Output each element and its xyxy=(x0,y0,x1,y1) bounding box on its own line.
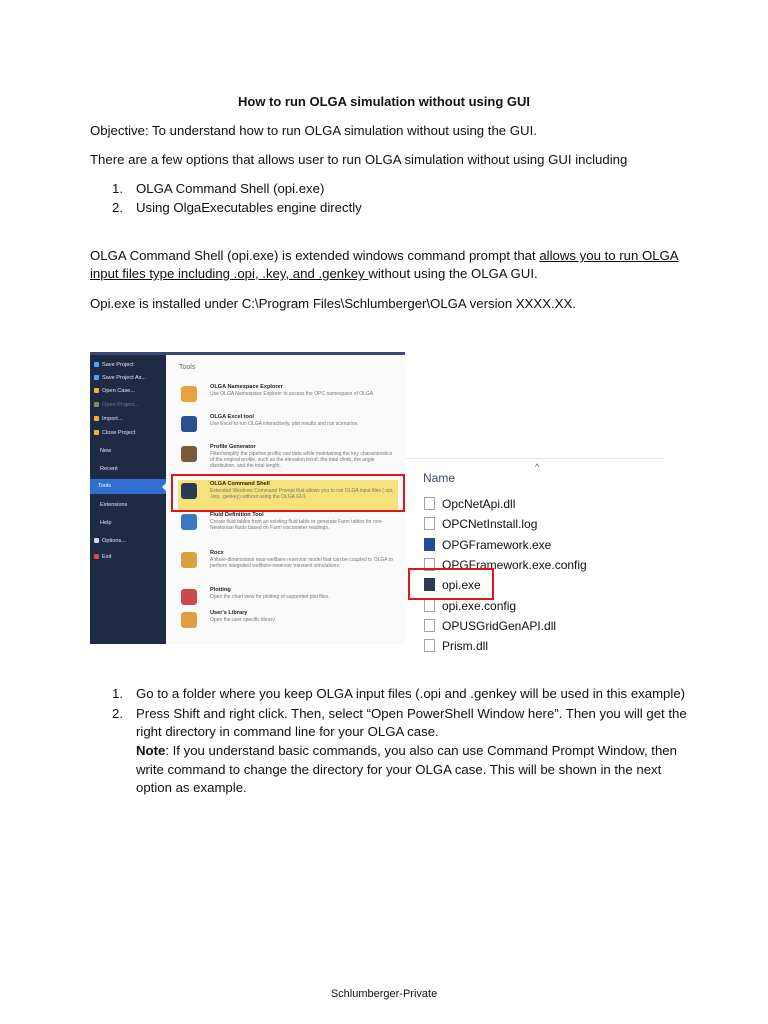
file-name: Prism.dll xyxy=(442,639,489,654)
file-name: OPGFramework.exe xyxy=(442,537,552,552)
intro-text: There are a few options that allows user to run OLGA simulation without using GUI including xyxy=(90,152,628,167)
backstage-sidebar xyxy=(90,352,166,644)
sidebar-item[interactable] xyxy=(94,416,123,422)
shell-paragraph-text: OLGA Command Shell (opi.exe) is extended windows command prompt that xyxy=(90,248,540,263)
file-name: opi.exe.config xyxy=(442,598,517,613)
tool-description: Filter/simplify the pipeline profile raw data while maintaining the key characteristics of the original profile, such as the elevation trend, the total climb, the angle distribution, and the total length. xyxy=(210,451,393,469)
command-shell-highlight-box xyxy=(171,474,405,512)
tool-description: A three-dimensional near-wellbore reservoir model that can be coupled to OLGA to perform integrated wellbore-reservoir transient simulations. xyxy=(210,557,393,569)
option-number: 2. xyxy=(112,200,123,215)
install-path-text: Opi.exe is installed under C:\Program Files\Schlumberger\OLGA version XXXX.XX. xyxy=(90,296,576,311)
sidebar-item-label: Tools xyxy=(98,483,112,489)
page-title: How to run OLGA simulation without using GUI xyxy=(238,94,530,109)
sidebar-item[interactable] xyxy=(100,448,111,454)
tool-name: OLGA Namespace Explorer xyxy=(210,384,283,390)
objective-text: Objective: To understand how to run OLGA simulation without using the GUI. xyxy=(90,123,537,138)
tool-name: Rocx xyxy=(210,550,224,556)
excel-tool-icon xyxy=(181,416,197,432)
file-list-screenshot xyxy=(406,458,664,654)
tool-name: Plotting xyxy=(210,587,231,593)
sidebar-item[interactable] xyxy=(100,502,127,508)
sidebar-item[interactable] xyxy=(90,479,166,494)
sidebar-item-label: Exit xyxy=(102,554,112,560)
note-line2: write command to change the directory for your OLGA case. This will be shown in the next xyxy=(136,762,662,777)
opi-exe-highlight-box xyxy=(408,568,494,600)
sidebar-item-label: Import... xyxy=(102,416,123,422)
tool-description: Use Excel to run OLGA interactively, plot results and run scenarios. xyxy=(210,421,359,427)
name-column-header[interactable]: Name xyxy=(423,471,456,485)
shell-paragraph-underline: allows you to run OLGA xyxy=(539,248,679,263)
sidebar-item-label: Recent xyxy=(100,466,118,472)
import-icon xyxy=(94,416,99,421)
option-text: Using OlgaExecutables engine directly xyxy=(136,200,362,215)
sidebar-item-label: Close Project xyxy=(102,430,136,436)
step-text: Press Shift and right click. Then, select “Open PowerShell Window here”. Then you will get the xyxy=(136,706,687,721)
exit-icon xyxy=(94,554,99,559)
tool-description: Create fluid tables from an existing fluid table or generate Farm tables for non-Newtonian fluids based on Farm viscometer readings. xyxy=(210,519,384,531)
sort-caret-icon[interactable]: ^ xyxy=(535,462,540,472)
tool-name: User's Library xyxy=(210,610,248,616)
step-number: 2. xyxy=(112,706,123,721)
sidebar-item[interactable] xyxy=(94,375,146,381)
log-file-icon xyxy=(424,517,435,530)
sidebar-item[interactable] xyxy=(94,388,135,394)
tool-name: OLGA Excel tool xyxy=(210,414,254,420)
save-icon xyxy=(94,362,99,367)
note-label: Note xyxy=(136,743,166,758)
sidebar-item[interactable] xyxy=(100,466,118,472)
sidebar-item-label: Extensions xyxy=(100,502,128,508)
shell-paragraph-line1 xyxy=(90,247,679,265)
step-number: 1. xyxy=(112,686,123,701)
footer-classification: Schlumberger-Private xyxy=(330,988,438,1000)
file-name: OPUSGridGenAPI.dll xyxy=(442,618,557,633)
sidebar-item-label: Open Case... xyxy=(102,388,135,394)
note-text: : If you understand basic commands, you also can use Command Prompt Window, then xyxy=(165,743,677,758)
step-text: right directory in command line for your OLGA case. xyxy=(136,724,439,739)
file-name: OpcNetApi.dll xyxy=(442,497,516,511)
library-icon xyxy=(181,612,197,628)
save-as-icon xyxy=(94,375,99,380)
folder-icon xyxy=(94,430,99,435)
tool-description: Open the user specific library. xyxy=(210,617,276,623)
option-text: OLGA Command Shell (opi.exe) xyxy=(136,181,325,196)
folder-icon xyxy=(94,402,99,407)
tool-description: Open the chart view for plotting of supported plot files. xyxy=(210,594,330,600)
header-divider xyxy=(406,458,664,459)
tool-name: Profile Generator xyxy=(210,444,256,450)
step-text: Go to a folder where you keep OLGA input files (.opi and .genkey will be used in this example) xyxy=(136,686,686,701)
file-name: opi.exe xyxy=(442,578,481,593)
sidebar-item-label: New xyxy=(100,448,112,454)
tool-name: Fluid Definition Tool xyxy=(210,512,264,518)
folder-icon xyxy=(94,388,99,393)
config-file-icon xyxy=(424,599,435,612)
sidebar-item[interactable] xyxy=(94,402,139,408)
tools-heading: Tools xyxy=(179,364,196,371)
note-line3: option as example. xyxy=(136,780,247,795)
profile-generator-icon xyxy=(181,446,197,462)
sidebar-item-label: Help xyxy=(100,520,112,526)
sidebar-item-label: Save Project xyxy=(102,362,134,368)
option-number: 1. xyxy=(112,181,123,196)
sidebar-item[interactable] xyxy=(94,554,111,560)
dll-file-icon xyxy=(424,497,435,510)
file-name: OPCNetInstall.log xyxy=(442,517,538,532)
fluid-tool-icon xyxy=(181,514,197,530)
sidebar-item[interactable] xyxy=(100,520,112,526)
tool-name: OLGA Command Shell xyxy=(210,481,270,487)
options-icon xyxy=(94,538,99,543)
sidebar-item[interactable] xyxy=(94,362,134,368)
sidebar-item-label: Options... xyxy=(102,538,126,544)
dll-file-icon xyxy=(424,619,435,632)
shell-paragraph-underline: input files type including .opi, .key, and .genkey xyxy=(90,266,369,281)
shell-paragraph-line2 xyxy=(90,265,538,283)
namespace-explorer-icon xyxy=(181,386,197,402)
sidebar-item-label: Open Project... xyxy=(102,402,140,408)
tool-description: Use OLGA Namespace Explorer to access the OPC namespace of OLGA. xyxy=(210,391,375,397)
tool-description: Extended Windows Command Prompt that allows you to run OLGA input files (.opi, .key, .genkey) without using the OLGA GUI. xyxy=(210,488,394,500)
note-line1 xyxy=(136,742,677,760)
exe-file-icon xyxy=(424,538,435,551)
dll-file-icon xyxy=(424,639,435,652)
shell-paragraph-text: without using the OLGA GUI. xyxy=(368,266,538,281)
file-name: OPGFramework.exe.config xyxy=(442,557,587,572)
rocx-icon xyxy=(181,552,197,568)
sidebar-item[interactable] xyxy=(94,538,126,544)
sidebar-item[interactable] xyxy=(94,430,135,436)
plotting-icon xyxy=(181,589,197,605)
sidebar-item-label: Save Project As... xyxy=(102,375,147,381)
